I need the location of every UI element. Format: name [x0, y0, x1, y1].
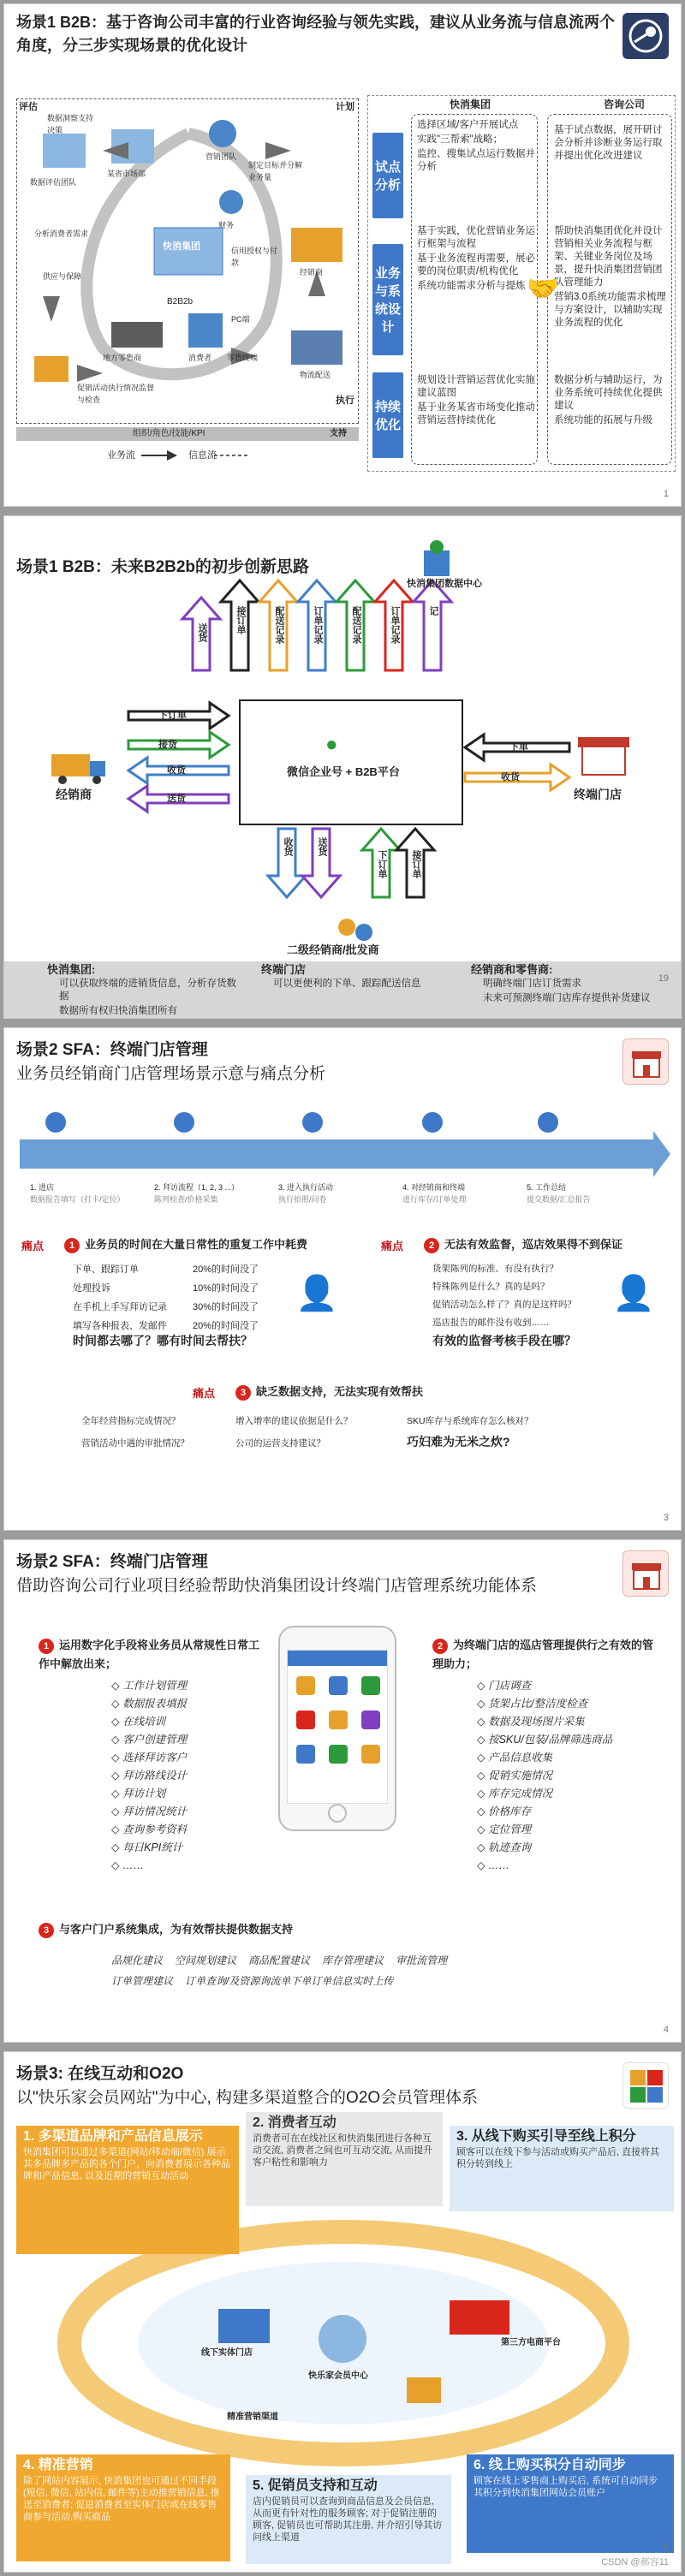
pain-2-rows: 货架陈列的标准、有没有执行？ 特殊陈列是什么？真的是吗？ 促销活动怎么样了？真的是这样吗？ 巡店报告的邮件没有收到…… — [432, 1264, 576, 1328]
corner-support: 支持 — [330, 429, 347, 438]
arrow-label: 配送记录 — [274, 606, 284, 644]
note-group: 快消集团: 可以获取终端的进销货信息，分析存货数据 数据所有权归快消集团所有 — [47, 963, 236, 1016]
slide-2 — [3, 515, 682, 1019]
node-label: 地方零售商 — [103, 354, 142, 362]
node-label: 数据评估团队 — [30, 178, 77, 187]
o2o-box-2: 2. 消费者互动 消费者可在在线社区和快消集团进行各种互动交流, 消费者之间也可互动交流, 从而提升客户粘性和影响力 — [246, 2112, 443, 2206]
pain-label: 痛点 — [21, 1240, 45, 1252]
arrow-label: 送货 — [317, 837, 327, 856]
legend-business: 业务流 — [107, 450, 135, 461]
pain-1-title: 1 业务员的时间在大量日常性的重复工作中耗费 — [64, 1237, 307, 1253]
feature-list-2: ◇ 门店调查 ◇ 货架占比/整洁度检查 ◇ 数据及现场图片采集 ◇ 按SKU/包装/品牌筛选商品 ◇ 产品信息收集 ◇ 促销实施情况 ◇ 库存完成情况 ◇ 价格库存 ◇ 定位管理 ◇ 轨迹查询 ◇ …… — [477, 1677, 665, 1875]
node-label: 经销商 — [300, 268, 324, 277]
slide-5 — [3, 2051, 682, 2573]
slide-4 — [3, 1539, 682, 2043]
arrow-label: 接货 — [158, 740, 177, 750]
note-distributor: 经销商和零售商: 明确终端门店订货需求 未来可预测终端门店库存提供补货建议 — [471, 963, 651, 1003]
center-label: 第三方电商平台 — [501, 2338, 561, 2347]
node-label: 某省市场部 — [107, 170, 146, 178]
corner-plan: 计划 — [336, 102, 354, 112]
platform-label: 微信企业号 + B2B平台 — [287, 765, 400, 778]
arrow-label: 收货 — [167, 765, 186, 776]
timeline-step: 1. 进店 数据报告填写（打卡/定位） — [30, 1183, 125, 1204]
node-label: PC端 — [231, 315, 250, 324]
node-label: 供应与保障 — [43, 272, 82, 281]
feature-list-3: 品规化建议 空间规划建议 商品配置建议 库存管理建议 审批流管理 订单管理建议 订单查询/及资源询流单下单订单信息实时上传 — [111, 1954, 448, 1987]
pain-2-title: 2 无法有效监督，巡店效果得不到保证 — [424, 1237, 622, 1253]
consultant-optimize-items: 数据分析与辅助运行，为业务系统可持续优化提供建议 系统功能的拓展与升级 — [554, 375, 663, 425]
node-label: 消费者 — [188, 354, 212, 362]
pain-2-question: 有效的监督考核手段在哪？ — [432, 1334, 576, 1347]
node-label: 财务 — [218, 221, 235, 229]
client-design-items: 基于实践，优化营销业务运行框架与流程 基于业务流程再需要，展必要的岗位职责/机构优化 系统功能需求分析与提炼 — [417, 226, 535, 291]
store-label: 终端门店 — [574, 788, 622, 801]
steam-logo-icon — [622, 13, 669, 59]
page-number: 4 — [663, 2025, 669, 2035]
arrow-label: 送货 — [197, 623, 207, 642]
slide-title: 场景1 B2B：基于咨询公司丰富的行业咨询经验与领先实践，建议从业务流与信息流两个角度，分三步实现场景的优化设计 — [16, 14, 616, 54]
arrow-label: 记 — [428, 606, 438, 616]
client-pilot-items: 选择区域/客户开展试点 实践"三帮索"战略； 监控、搜集试点运行数据并分析 — [417, 120, 535, 172]
corner-exec: 执行 — [336, 396, 354, 406]
center-label: 线下实体门店 — [201, 2348, 253, 2358]
arrow-label: 接订单 — [235, 606, 246, 634]
timeline-step: 2. 拜访流程（1, 2, 3 ...） 陈列检查/价格采集 — [154, 1183, 240, 1204]
pain-1-question: 时间都去哪了？哪有时间去帮扶？ — [73, 1334, 253, 1347]
node-label: 快消集团 — [163, 241, 200, 252]
slide-3 — [3, 1027, 682, 1531]
slide-subtitle: 借助咨询公司行业项目经验帮助快消集团设计终端门店管理系统功能体系 — [16, 1577, 538, 1595]
o2o-box-3: 3. 从线下购买引导至线上积分 顾客可以在线下参与活动或购买产品后, 直接将其积分转到线上 — [450, 2126, 674, 2211]
slide-subtitle: 以"快乐家会员网站"为中心, 构建多渠道整合的O2O会员管理体系 — [16, 2089, 479, 2107]
point-1: 1 运用数字化手段将业务员从常规性日常工作中解放出来； — [39, 1639, 260, 1670]
o2o-box-1: 1. 多渠道品牌和产品信息展示 快消集团可以通过多渠道(网站/移动端/微信) 展示其多品牌多产品的各个门户，向消费者展示各种品牌和产品信息, 以及近期的营销互动活动 — [16, 2126, 239, 2254]
legend-info: 信息流 — [188, 450, 217, 461]
support-band-label: 组织/角色/技能/KPI — [133, 429, 206, 438]
slide-title: 场景2 SFA：终端门店管理 — [16, 1553, 208, 1571]
tag-business-system-design: 业务与系统设计 — [372, 244, 403, 355]
node-label: 物流配送 — [300, 371, 331, 379]
pain-label: 痛点 — [381, 1240, 404, 1252]
value-chain-diagram — [16, 98, 359, 424]
arrow-label: 订单记录 — [390, 606, 400, 644]
column-header-consultant: 咨询公司 — [604, 98, 646, 110]
tag-pilot-analysis: 试点分析 — [372, 133, 403, 218]
wechat-icon: ● — [325, 733, 338, 756]
data-center-label: 快消集团数据中心 — [407, 579, 482, 589]
arrow-label: 收货 — [501, 772, 520, 782]
timeline-step: 3. 进入执行活动 执行拍照/问卷 — [278, 1183, 334, 1204]
node-label: 信用授权与付款 — [231, 247, 278, 267]
arrow-label: 接订单 — [411, 850, 421, 878]
column-header-client: 快消集团 — [450, 98, 491, 110]
handshake-icon: 🤝 — [527, 275, 559, 303]
node-label: 数据洞察支持决策 — [47, 114, 94, 134]
tag-continuous-optimization: 持续优化 — [372, 372, 403, 458]
person-icon: 👤 — [295, 1275, 338, 1312]
timeline-step: 4. 对经销商和终端 进行库存/订单处理 — [402, 1183, 467, 1204]
o2o-box-4: 4. 精准营销 除了网站内容展示, 快消集团也可通过不同手段(短信, 微信, 站内信, 邮件等)主动推营销信息, 推送至消费者; 促进消费者至实体门店或在线零售商参与活动,购买商品 — [16, 2454, 230, 2561]
slide-title: 场景2 SFA：终端门店管理 — [16, 1041, 208, 1059]
person-icon: 👤 — [612, 1275, 655, 1312]
wholesaler-label: 二级经销商/批发商 — [287, 943, 379, 956]
node-label: 分析消费者需求 — [34, 229, 89, 238]
consultant-pilot-items: 基于试点数据，展开研讨会分析并诊断业务运行取并提出优化改进建议 — [554, 125, 663, 161]
slide-subtitle: 业务员经销商门店管理场景示意与痛点分析 — [16, 1065, 326, 1083]
slide-1 — [3, 3, 682, 507]
arrow-label: 下订单 — [158, 711, 187, 721]
timeline-step: 5. 工作总结 提交数据/汇总报告 — [527, 1183, 591, 1204]
point-3: 3 与客户门户系统集成，为有效帮扶提供数据支持 — [39, 1920, 467, 1939]
store-logo-icon — [622, 1550, 669, 1597]
client-optimize-items: 规划设计营销运营优化实施建议蓝图 基于业务某省市场变化推动营销运营持续优化 — [417, 375, 535, 425]
node-label: B2B2b — [167, 297, 194, 306]
arrow-label: 送货 — [167, 794, 186, 804]
page-number: 3 — [663, 1513, 669, 1523]
node-label: 制定目标并分解业务量 — [248, 161, 303, 181]
pain-3-rows: 全年经营指标完成情况？ 增入增率的建议依据是什么？ SKU库存与系统库存怎么核对？ 营销活动中遇的审批情况？ 公司的运营支持建议？ 巧妇难为无米之炊? — [81, 1416, 533, 1449]
o2o-box-6: 6. 线上购买积分自动同步 顾客在线上零售商上购买后, 系统可自动同步其积分到快消集团网站会员账户 — [467, 2454, 674, 2553]
page-number: 5 — [663, 2543, 669, 2553]
arrow-label: 收货 — [283, 837, 293, 856]
node-label: 营销团队 — [206, 152, 237, 161]
distributor-label: 经销商 — [56, 788, 92, 801]
consultant-design-items: 帮助快消集团优化并设计营销相关业务流程与框架、关键业务岗位及场景，提升快消集团营销团队管理能力 营销3.0系统功能需求梳理与方案设计，以辅助实现业务流程的优化 — [554, 226, 666, 328]
pain-3-title: 3 缺乏数据支持，无法实现有效帮扶 — [235, 1384, 423, 1401]
center-label: 精准营销渠道 — [227, 2412, 278, 2422]
arrow-label: 订单记录 — [313, 606, 323, 644]
pain-1-rows: 下单、跟踪订单 20%的时间没了 处理投诉 10%的时间没了 在手机上手写拜访记录 30%的时间没了 填写各种报表、发邮件 20%的时间没了 — [73, 1264, 259, 1331]
node-label: 零售终端 — [227, 354, 259, 362]
center-label: 快乐家会员中心 — [308, 2371, 368, 2381]
note-store: 终端门店 可以更便利的下单、跟踪配送信息 — [261, 963, 421, 989]
watermark: CSDN @郝容11 — [601, 2557, 669, 2567]
corner-eval: 评估 — [19, 102, 38, 112]
page-number: 19 — [658, 973, 669, 984]
point-2: 2 为终端门店的巡店管理提供行之有效的管理助力； — [432, 1639, 654, 1670]
page-number: 1 — [663, 489, 669, 499]
arrow-label: 配送记录 — [351, 606, 361, 644]
pain-label: 痛点 — [193, 1387, 216, 1400]
feature-list-1: ◇ 工作计划管理 ◇ 数据报表填报 ◇ 在线培训 ◇ 客户创建管理 ◇ 选择拜访客户 ◇ 拜访路线设计 ◇ 拜访计划 ◇ 拜访情况统计 ◇ 查询参考资料 ◇ 每日KPI统计 ◇ …… — [111, 1677, 265, 1875]
arrow-label: 下单 — [509, 742, 528, 753]
slide-title: 场景1 B2B：未来B2B2b的初步创新思路 — [16, 558, 310, 576]
arrow-label: 下订单 — [377, 850, 387, 878]
node-label: 促销活动执行情况监督与检查 — [77, 384, 155, 404]
phone-mockup — [278, 1626, 396, 1831]
store-logo-icon — [622, 1038, 669, 1085]
visit-timeline — [20, 1139, 653, 1169]
slide-title: 场景3: 在线互动和O2O — [16, 2065, 184, 2083]
o2o-box-5: 5. 促销员支持和互动 店内促销员可以查询到商品信息及会员信息, 从而更有针对性的服务顾客; 对于促销注册的顾客, 促销员也可帮助其注册, 并介绍引导其访问线上渠道 — [246, 2475, 451, 2564]
